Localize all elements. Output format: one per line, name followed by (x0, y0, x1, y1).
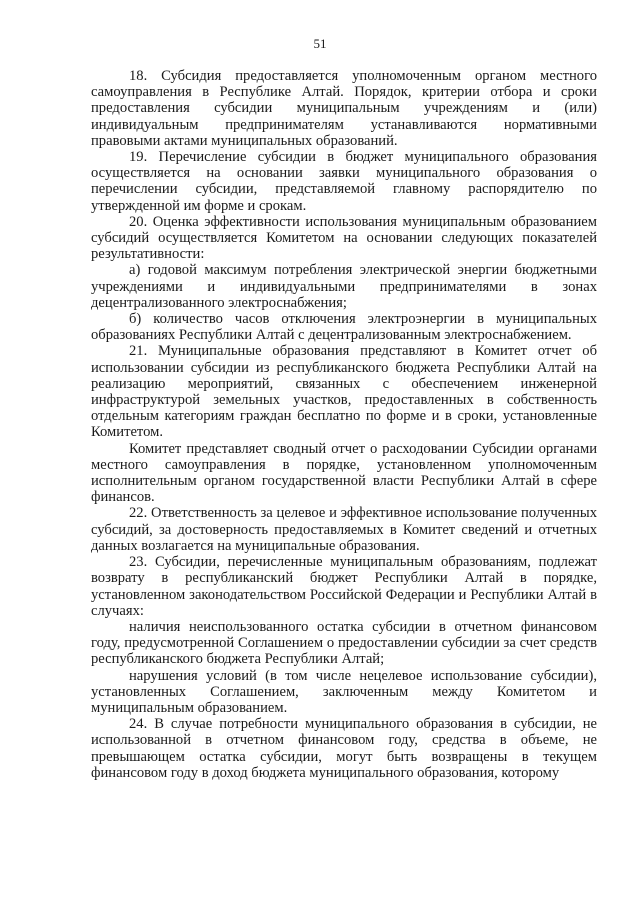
paragraph-20-item-b: б) количество часов отключения электроэнергии в муниципальных образованиях Республики Алтай с децентрализованным электроснабжением. (91, 311, 597, 344)
paragraph-20-item-a: а) годовой максимум потребления электрической энергии бюджетными учреждениями и индивидуальными предпринимателями в зонах децентрализованного электроснабжения; (91, 262, 597, 311)
paragraph-20: 20. Оценка эффективности использования муниципальным образованием субсидий осуществляется Комитетом на основании следующих показателей результативности: (91, 213, 597, 263)
page-number: 51 (313, 36, 327, 51)
paragraph-24: 24. В случае потребности муниципального образования в субсидии, не использованной в отчетном финансовом году, средства в объеме, не превышающем остатка субсидии, могут быть возвращены в текущем финансовом году в доход бюджета муниципального образования, которому (91, 716, 597, 781)
paragraph-22: 22. Ответственность за целевое и эффективное использование полученных субсидий, за достоверность предоставляемых в Комитет сведений и отчетных данных возлагается на муниципальные образования. (91, 505, 597, 554)
paragraph-23-case-violation: нарушения условий (в том числе нецелевое использование субсидии), установленных Соглашением, заключенным между Комитетом и муниципальным образованием. (91, 667, 597, 716)
paragraph-23: 23. Субсидии, перечисленные муниципальным образованиям, подлежат возврату в республиканский бюджет Республики Алтай в порядке, установленном законодательством Российской Федерации и Республики Алтай в случаях: (91, 554, 597, 619)
paragraph-23-case-unused-balance: наличия неиспользованного остатка субсидии в отчетном финансовом году, предусмотренной Соглашением о предоставлении субсидии за счет средств республиканского бюджета Республики Алтай; (91, 618, 597, 668)
paragraph-21: 21. Муниципальные образования представляют в Комитет отчет об использовании субсидии из республиканского бюджета Республики Алтай на реализацию мероприятий, связанных с обеспечением инженерной инфраструктурой земельных участков, предоставленных в собственность отдельным категориям граждан бесплатно по форме и в сроки, установленные Комитетом. (91, 343, 597, 441)
paragraph-19: 19. Перечисление субсидии в бюджет муниципального образования осуществляется на основании заявки муниципального образования о перечислении субсидии, представляемой главному распорядителю по утвержденной им форме и срокам. (91, 149, 597, 214)
document-body (91, 68, 597, 781)
paragraph-18: 18. Субсидия предоставляется уполномоченным органом местного самоуправления в Республике Алтай. Порядок, критерии отбора и сроки предоставления субсидии муниципальным учреждениям и (или) индивидуальным предпринимателям устанавливаются нормативными правовыми актами муниципальных образований. (91, 68, 597, 149)
paragraph-21-committee-report: Комитет представляет сводный отчет о расходовании Субсидии органами местного самоуправления в порядке, установленном уполномоченным исполнительным органом государственной власти Республики Алтай в сфере финансов. (91, 440, 597, 506)
